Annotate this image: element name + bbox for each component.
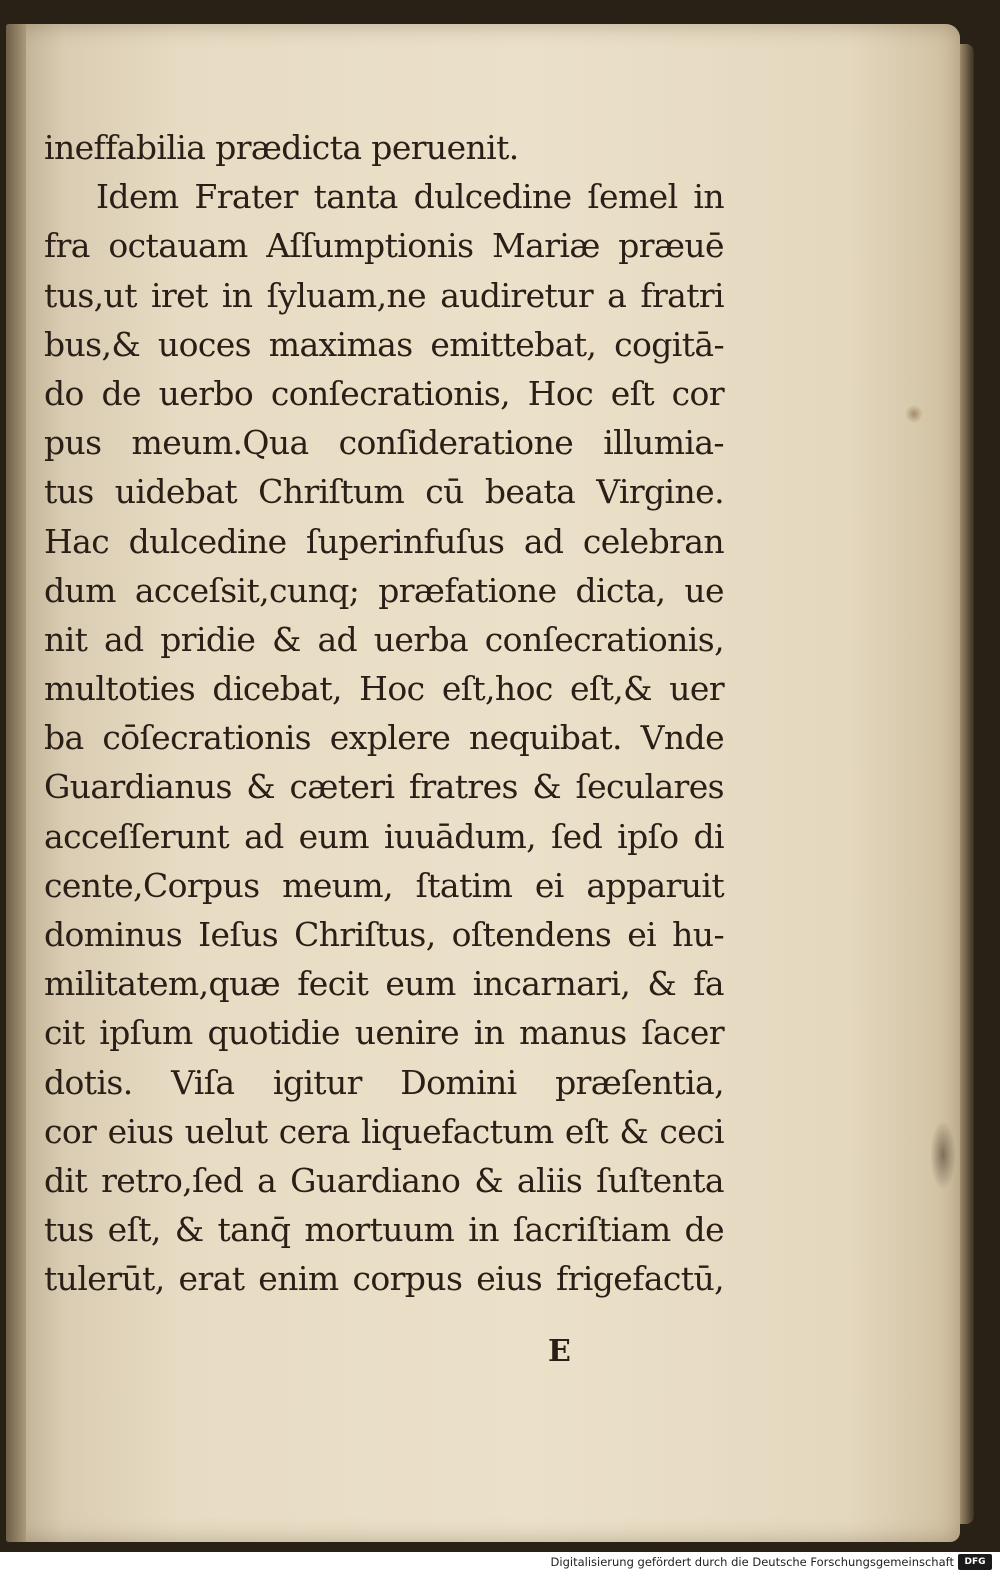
text-line: Guardianus & cæteri fratres & ſeculares (44, 767, 724, 807)
signature-mark: E (548, 1334, 571, 1369)
ink-stain (905, 405, 923, 423)
text-line: bus,& uoces maximas emittebat, cogitā- (44, 324, 724, 364)
text-line: tus uidebat Chriſtum cū beata Virgine. (44, 472, 724, 512)
text-line: militatem,quæ fecit eum incarnari, & fa (44, 964, 724, 1004)
text-line: pus meum.Qua conſideratione illumia- (44, 423, 724, 463)
text-line: tulerūt, erat enim corpus eius frigefactū, (44, 1259, 724, 1299)
text-line: ineffabilia prædicta peruenit. (44, 128, 519, 167)
text-line: cente,Corpus meum, ſtatim ei apparuit (44, 865, 724, 905)
text-line: Hac dulcedine ſuperinfuſus ad celebran (44, 521, 724, 561)
funding-credit: Digitalisierung gefördert durch die Deutsche Forschungsgemeinschaft (550, 1555, 954, 1569)
text-line: fra octauam Aſſumptionis Mariæ præuē (44, 226, 724, 266)
text-line: Idem Frater tanta dulcedine ſemel in (96, 177, 724, 217)
text-line: acceſſerunt ad eum iuuādum, ſed ipſo di (44, 816, 724, 856)
page-gutter (6, 24, 26, 1542)
text-line: dum acceſsit,cunq; præfatione dicta, ue (44, 570, 724, 610)
page-edge (960, 44, 974, 1524)
text-line: dominus Ieſus Chriſtus, oſtendens ei hu- (44, 915, 724, 954)
text-line: dit retro,ſed a Guardiano & aliis ſuſtenta (44, 1160, 724, 1200)
text-line: nit ad pridie & ad uerba conſecrationis, (44, 619, 724, 659)
text-line: multoties dicebat, Hoc eſt,hoc eſt,& uer (44, 669, 724, 709)
paper-damage (930, 1120, 956, 1190)
text-line: do de uerbo conſecrationis, Hoc eſt cor (44, 373, 724, 413)
latin-text-block (44, 123, 724, 1304)
text-line: ba cōſecrationis explere nequibat. Vnde (44, 718, 724, 758)
dfg-logo: DFG (958, 1554, 992, 1570)
text-line: dotis. Viſa igitur Domini præſentia, (44, 1062, 724, 1102)
text-line: tus,ut iret in ſyluam,ne audiretur a fratri (44, 275, 724, 315)
text-line: tus eſt, & tanq̄ mortuum in ſacriſtiam de (44, 1210, 724, 1250)
text-line: cor eius uelut cera liquefactum eſt & ceci (44, 1111, 724, 1151)
text-line: cit ipſum quotidie uenire in manus ſacer (44, 1013, 724, 1053)
